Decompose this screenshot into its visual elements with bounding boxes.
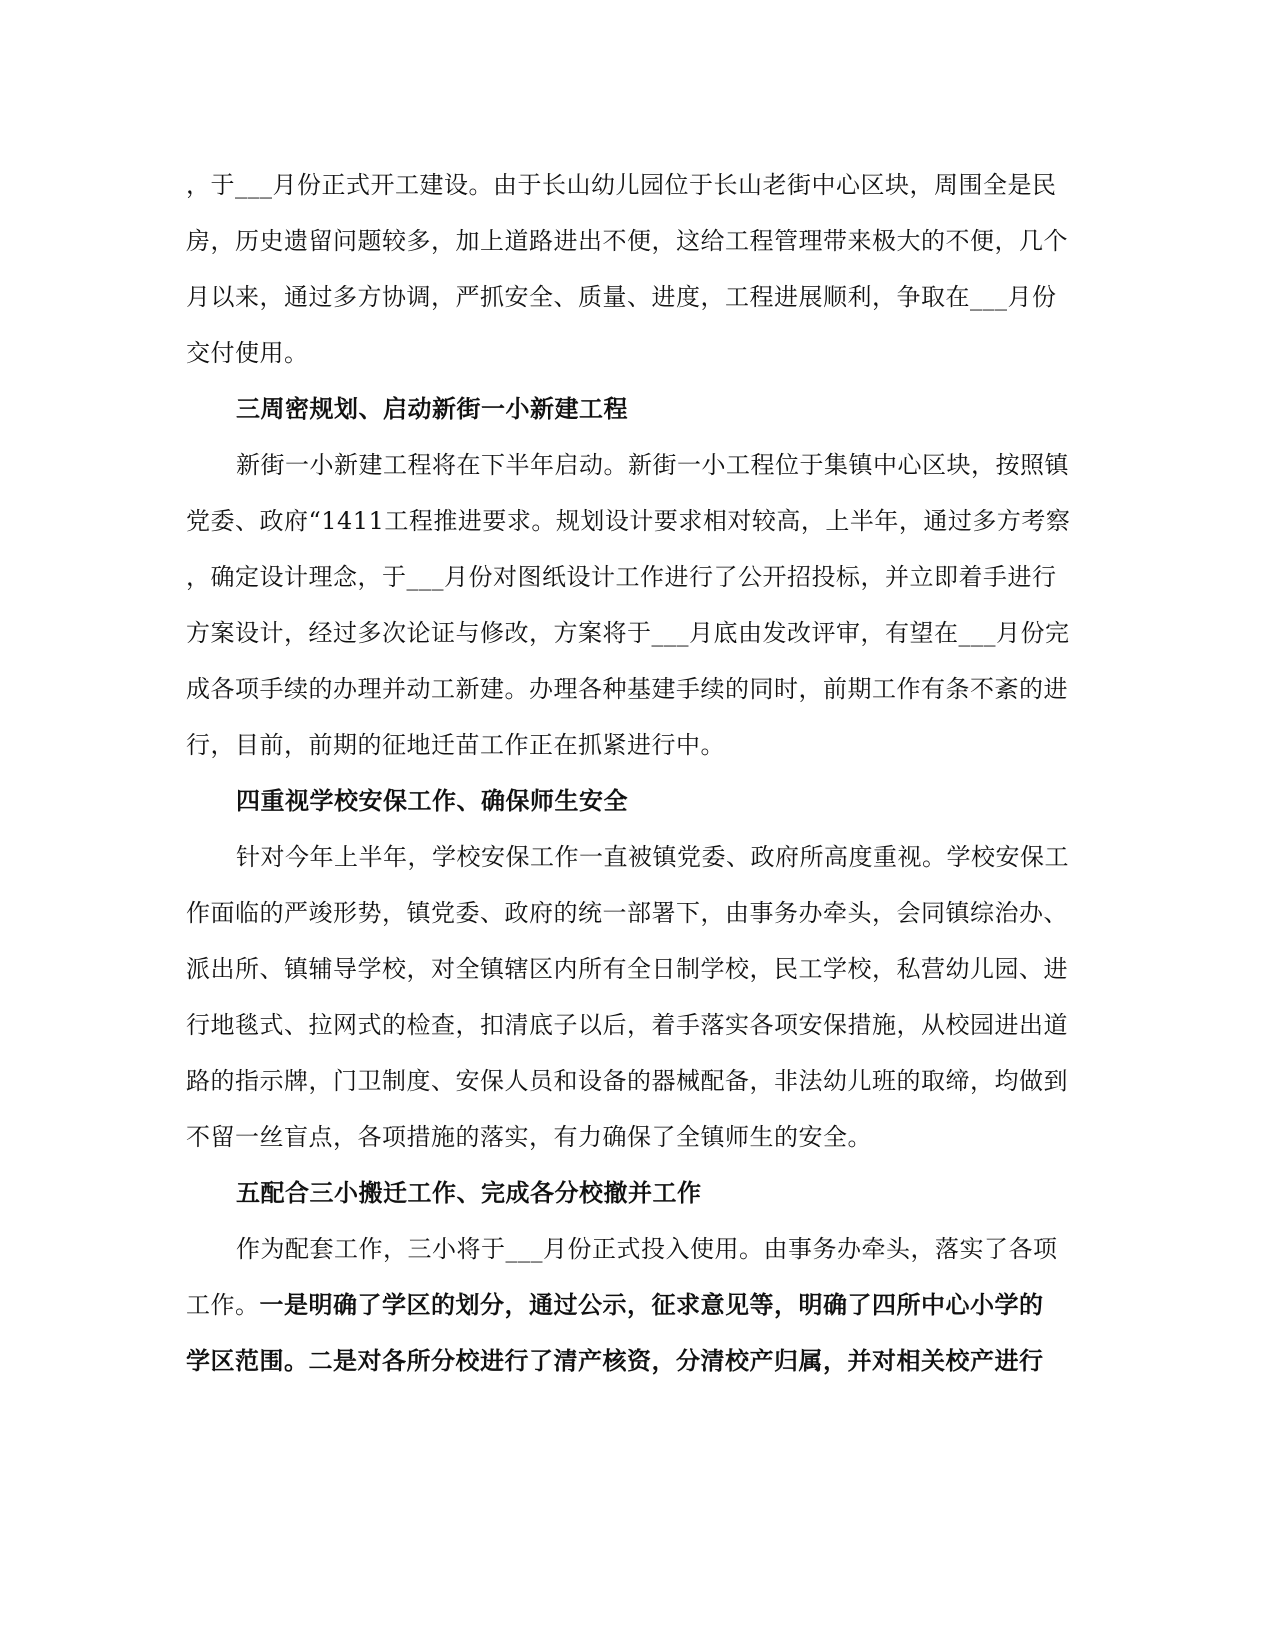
body-text-line: 行，目前，前期的征地迁苗工作正在抓紧进行中。 (186, 731, 725, 759)
body-text-line: 路的指示牌，门卫制度、安保人员和设备的器械配备，非法幼儿班的取缔，均做到 (186, 1067, 1068, 1095)
section-heading: 四重视学校安保工作、确保师生安全 (236, 786, 628, 815)
body-text-line: 作面临的严竣形势，镇党委、政府的统一部署下，由事务办牵头，会同镇综治办、 (186, 899, 1068, 927)
bold-text-segment: 一是明确了学区的划分，通过公示，征求意见等，明确了四所中心小学的 (259, 1290, 1044, 1319)
bold-text-line: 学区范围。二是对各所分校进行了清产核资，分清校产归属，并对相关校产进行 (186, 1346, 1044, 1375)
section-heading: 五配合三小搬迁工作、完成各分校撤并工作 (236, 1178, 702, 1207)
body-text-line: ，确定设计理念，于___月份对图纸设计工作进行了公开招投标，并立即着手进行 (186, 563, 1057, 591)
body-text-line: 方案设计，经过多次论证与修改，方案将于___月底由发改评审，有望在___月份完 (186, 619, 1070, 647)
body-text-line: 不留一丝盲点，各项措施的落实，有力确保了全镇师生的安全。 (186, 1123, 872, 1151)
body-text-line: 派出所、镇辅导学校，对全镇辖区内所有全日制学校，民工学校，私营幼儿园、进 (186, 955, 1068, 983)
body-text-line: 成各项手续的办理并动工新建。办理各种基建手续的同时，前期工作有条不紊的进 (186, 675, 1068, 703)
body-text-segment: 工作。 (186, 1291, 260, 1319)
body-text-line: 新街一小新建工程将在下半年启动。新街一小工程位于集镇中心区块，按照镇 (236, 451, 1069, 479)
body-text-line: 月以来，通过多方协调，严抓安全、质量、进度，工程进展顺利，争取在___月份 (186, 283, 1057, 311)
body-text-line: ，于___月份正式开工建设。由于长山幼儿园位于长山老街中心区块，周围全是民 (186, 171, 1057, 199)
body-text-line: 作为配套工作，三小将于___月份正式投入使用。由事务办牵头，落实了各项 (236, 1235, 1058, 1263)
section-heading: 三周密规划、启动新街一小新建工程 (236, 394, 628, 423)
body-text-line: 针对今年上半年，学校安保工作一直被镇党委、政府所高度重视。学校安保工 (236, 843, 1069, 871)
body-text-line (186, 1290, 1086, 1320)
body-text-line: 行地毯式、拉网式的检查，扣清底子以后，着手落实各项安保措施，从校园进出道 (186, 1011, 1068, 1039)
body-text-line: 交付使用。 (186, 339, 309, 367)
body-text-line: 房，历史遗留问题较多，加上道路进出不便，这给工程管理带来极大的不便，几个 (186, 227, 1068, 255)
body-text-line: 党委、政府“1411工程推进要求。规划设计要求相对较高，上半年，通过多方考察 (186, 507, 1071, 535)
